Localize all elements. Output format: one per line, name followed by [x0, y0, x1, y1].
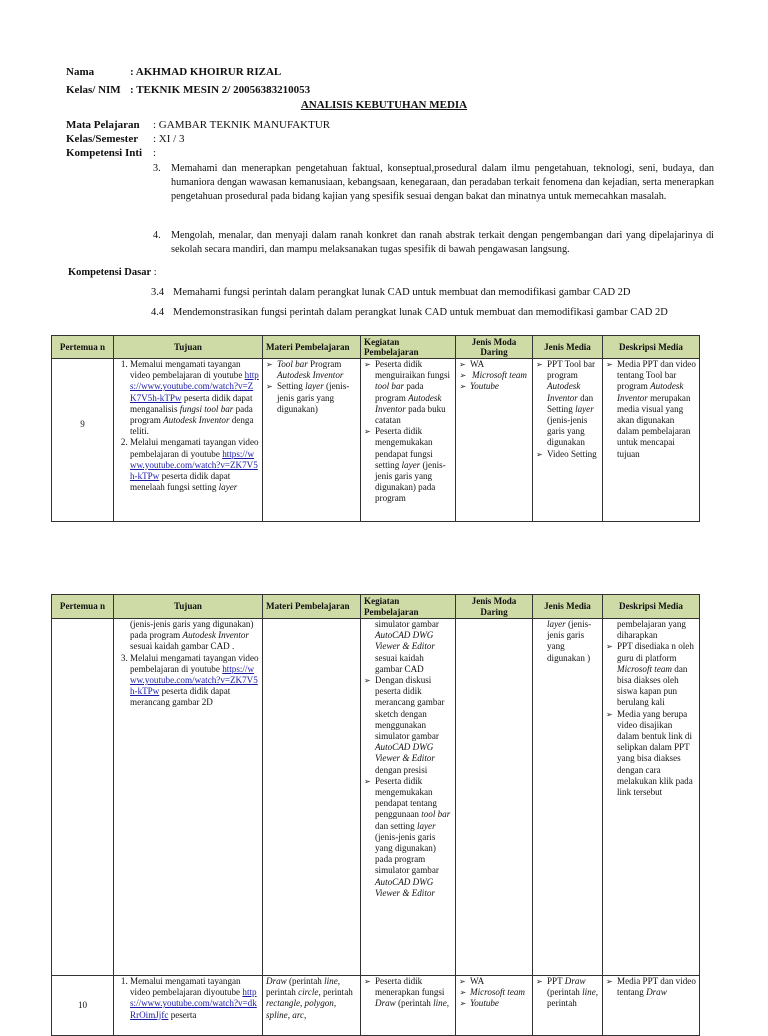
header-kegiatan: Kegiatan Pembelajaran — [361, 595, 456, 619]
moda-item: ➢ Youtube — [470, 381, 529, 392]
kegiatan-item: ➢ Peserta didik mengemukakan pendapat tentang penggunaan tool bar dan setting layer (jenis-jenis garis yang digunakan) pada program simulator gambar AutoCAD DWG Viewer & Editor — [375, 776, 452, 899]
youtube-link[interactable]: https://www.youtube.com/watch?v=ZK7V5h-kTPw — [130, 663, 258, 697]
header-deskripsi: Deskripsi Media — [603, 336, 700, 359]
kd-item-num: 4.4 — [151, 307, 165, 318]
ki-item-num: 4. — [153, 230, 161, 241]
moda-item: ➢ WA — [470, 976, 529, 987]
kompetensi-dasar-colon: : — [153, 267, 157, 278]
kegiatan-item: ➢ Dengan diskusi peserta didik merancang gambar sketch dengan menggunakan simulator gambar AutoCAD DWG Viewer & Editor dengan presisi — [375, 675, 452, 776]
tujuan-item: 1. Memalui mengamati tayangan video pembelajaran di youtube https://www.youtube.com/watch?v=ZK7V5h-kTPw peserta didik dapat menganalisis fungsi tool bar pada program Autodesk Inventor denga teliti. — [130, 359, 259, 437]
jenis-moda-cell — [456, 359, 533, 522]
kd-item-text: Mendemonstrasikan fungsi perintah dalam perangkat lunak CAD untuk membuat dan memodifikasi gambar CAD 2D — [173, 307, 668, 318]
nama-label: Nama — [66, 66, 95, 78]
ki-item-text: Memahami dan menerapkan pengetahuan faktual, konseptual,prosedural dalam ilmu pengetahuan, teknologi, seni, budaya, dan humaniora dengan wawasan kemanusiaan, kebangsaan, kenegaraan, dan peradaban terkait fenomena dan kejadian, serta menerapkan pengetahuan prosedural pada bidang kajian yang spesifik sesuai dengan bakat dan minatnya untuk memecahkan masalah. — [171, 163, 714, 202]
header-jenis-moda: Jenis Moda Daring — [456, 336, 533, 359]
deskripsi-cell — [603, 976, 700, 1036]
header-materi: Materi Pembelajaran — [263, 595, 361, 619]
header-deskripsi: Deskripsi Media — [603, 595, 700, 619]
media-continued: layer (jenis-jenis garis yang digunakan ) — [547, 619, 592, 663]
table-row — [52, 976, 700, 1036]
table-row — [52, 619, 700, 976]
ki-item-text: Mengolah, menalar, dan menyaji dalam ranah konkret dan ranah abstrak terkait dengan pengembangan dari yang dipelajarinya di sekolah secara mandiri, dan mampu melaksanakan tugas spesifik di bawah pengawasan langsung. — [171, 230, 714, 255]
materi-cell: Draw (perintah line, perintah circle, perintah rectangle, polygon, spline, arc, — [263, 976, 361, 1036]
mapel-value: : GAMBAR TEKNIK MANUFAKTUR — [153, 119, 331, 131]
header-jenis-media: Jenis Media — [533, 595, 603, 619]
media-analysis-table-1 — [51, 335, 700, 522]
youtube-link[interactable]: https://www.youtube.com/watch?v=ZK7V5h-kTPw — [130, 448, 258, 482]
nama-value: : AKHMAD KHOIRUR RIZAL — [130, 66, 282, 78]
kompetensi-inti-colon: : — [153, 147, 157, 159]
deskripsi-item: ➢ PPT disediaka n oleh guru di platform Microsoft team dan bisa diakses oleh siswa kapan pun berulang kali — [617, 641, 696, 708]
jenis-media-cell — [533, 359, 603, 522]
youtube-link[interactable]: https://www.youtube.com/watch?v=dkRrOimJjfc — [130, 987, 257, 1020]
kegiatan-item: ➢ Peserta didik menerapkan fungsi Draw (perintah line, — [375, 976, 452, 1010]
youtube-link[interactable]: https://www.youtube.com/watch?v=ZK7V5h-kTPw — [130, 370, 259, 403]
media-analysis-table-2 — [51, 594, 700, 1036]
table-header-row — [52, 336, 700, 359]
materi-cell — [263, 359, 361, 522]
tujuan-item: 3. Melalui mengamati tayangan video pembelajaran di youtube https://www.youtube.com/watch?v=ZK7V5h-kTPw peserta didik dapat merancang gambar 2D — [130, 653, 259, 709]
page-title: ANALISIS KEBUTUHAN MEDIA — [300, 99, 468, 111]
header-tujuan: Tujuan — [114, 595, 263, 619]
kegiatan-continued: simulator gambar AutoCAD DWG Viewer & Editor sesuai kaidah gambar CAD — [375, 619, 439, 674]
tujuan-item: 2. Melalui mengamati tayangan video pembelajaran di youtube https://www.youtube.com/watch?v=ZK7V5h-kTPw peserta didik dapat menelaah fungsi setting layer — [130, 437, 259, 493]
deskripsi-cell — [603, 619, 700, 976]
header-materi: Materi Pembelajaran — [263, 336, 361, 359]
jenis-moda-cell-empty — [456, 619, 533, 976]
header-tujuan: Tujuan — [114, 336, 263, 359]
jenis-moda-cell — [456, 976, 533, 1036]
table-header-row — [52, 595, 700, 619]
header-jenis-moda: Jenis Moda Daring — [456, 595, 533, 619]
pertemuan-number: 10 — [52, 976, 114, 1036]
materi-cell-empty — [263, 619, 361, 976]
kompetensi-dasar-label: Kompetensi Dasar — [68, 267, 152, 278]
table-row — [52, 359, 700, 522]
kd-item-num: 3.4 — [151, 287, 165, 298]
header-pertemuan: Pertemua n — [52, 336, 114, 359]
kompetensi-dasar-heading — [68, 267, 157, 278]
kompetensi-inti-label: Kompetensi Inti — [66, 147, 143, 159]
moda-item: ➢ WA — [470, 359, 529, 370]
kelas-semester-value: : XI / 3 — [153, 133, 185, 145]
media-item: ➢ PPT Tool bar program Autodesk Inventor dan Setting layer (jenis-jenis garis yang digunakan — [547, 359, 599, 449]
header-jenis-media: Jenis Media — [533, 336, 603, 359]
kegiatan-cell — [361, 976, 456, 1036]
tujuan-continued: (jenis-jenis garis yang digunakan) pada program Autodesk Inventor sesuai kaidah gambar CAD . — [130, 619, 254, 652]
tujuan-cell — [114, 619, 263, 976]
kegiatan-item: ➢ Peserta didik menguiraikan fungsi tool bar pada program Autodesk Inventor pada buku catatan — [375, 359, 452, 426]
deskripsi-cell — [603, 359, 700, 522]
tujuan-cell — [114, 359, 263, 522]
kelas-semester-label: Kelas/Semester — [66, 133, 139, 145]
media-item: ➢ PPT Draw (perintah line, perintah — [547, 976, 599, 1010]
jenis-media-cell — [533, 976, 603, 1036]
jenis-media-cell — [533, 619, 603, 976]
deskripsi-item: ➢ Media PPT dan video tentang Draw — [617, 976, 696, 998]
kegiatan-cell — [361, 619, 456, 976]
header-pertemuan: Pertemua n — [52, 595, 114, 619]
moda-item: ➢ Microsoft team — [470, 370, 529, 381]
mapel-label: Mata Pelajaran — [66, 119, 140, 131]
kd-item-text: Memahami fungsi perintah dalam perangkat lunak CAD untuk membuat dan memodifikasi gambar CAD 2D — [173, 287, 631, 298]
kegiatan-item: ➢ Peserta didik mengemukakan pendapat fungsi setting layer (jenis-jenis garis yang digunakan) pada program — [375, 426, 452, 504]
pertemuan-number: 9 — [52, 359, 114, 522]
deskripsi-item: ➢ Media PPT dan video tentang Tool bar program Autodesk Inventor merupakan media visual yang akan digunakan dalam pembelajaran untuk mencapai tujuan — [617, 359, 696, 460]
materi-item: ➢ Setting layer (jenis-jenis garis yang digunakan) — [277, 381, 357, 415]
kelas-nim-value: : TEKNIK MESIN 2/ 20056383210053 — [130, 84, 311, 96]
ki-item-num: 3. — [153, 163, 161, 174]
pertemuan-cell-empty — [52, 619, 114, 976]
tujuan-item: 1. Memalui mengamati tayangan video pembelajaran diyoutube https://www.youtube.com/watch?v=dkRrOimJjfc peserta — [130, 976, 259, 1021]
kegiatan-cell — [361, 359, 456, 522]
materi-item: ➢ Tool bar Program Autodesk Inventor — [277, 359, 357, 381]
moda-item: ➢ Youtube — [470, 998, 529, 1009]
deskripsi-continued: pembelajaran yang diharapkan — [617, 619, 686, 641]
media-item: ➢ Video Setting — [547, 449, 599, 460]
kelas-nim-label: Kelas/ NIM — [66, 84, 121, 96]
header-kegiatan: Kegiatan Pembelajaran — [361, 336, 456, 359]
deskripsi-item: ➢ Media yang berupa video disajikan dalam bentuk link di selipkan dalam PPT yang bisa diakses dengan cara melakukan klik pada link tersebut — [617, 709, 696, 799]
moda-item: ➢ Microsoft team — [470, 987, 529, 998]
tujuan-cell — [114, 976, 263, 1036]
